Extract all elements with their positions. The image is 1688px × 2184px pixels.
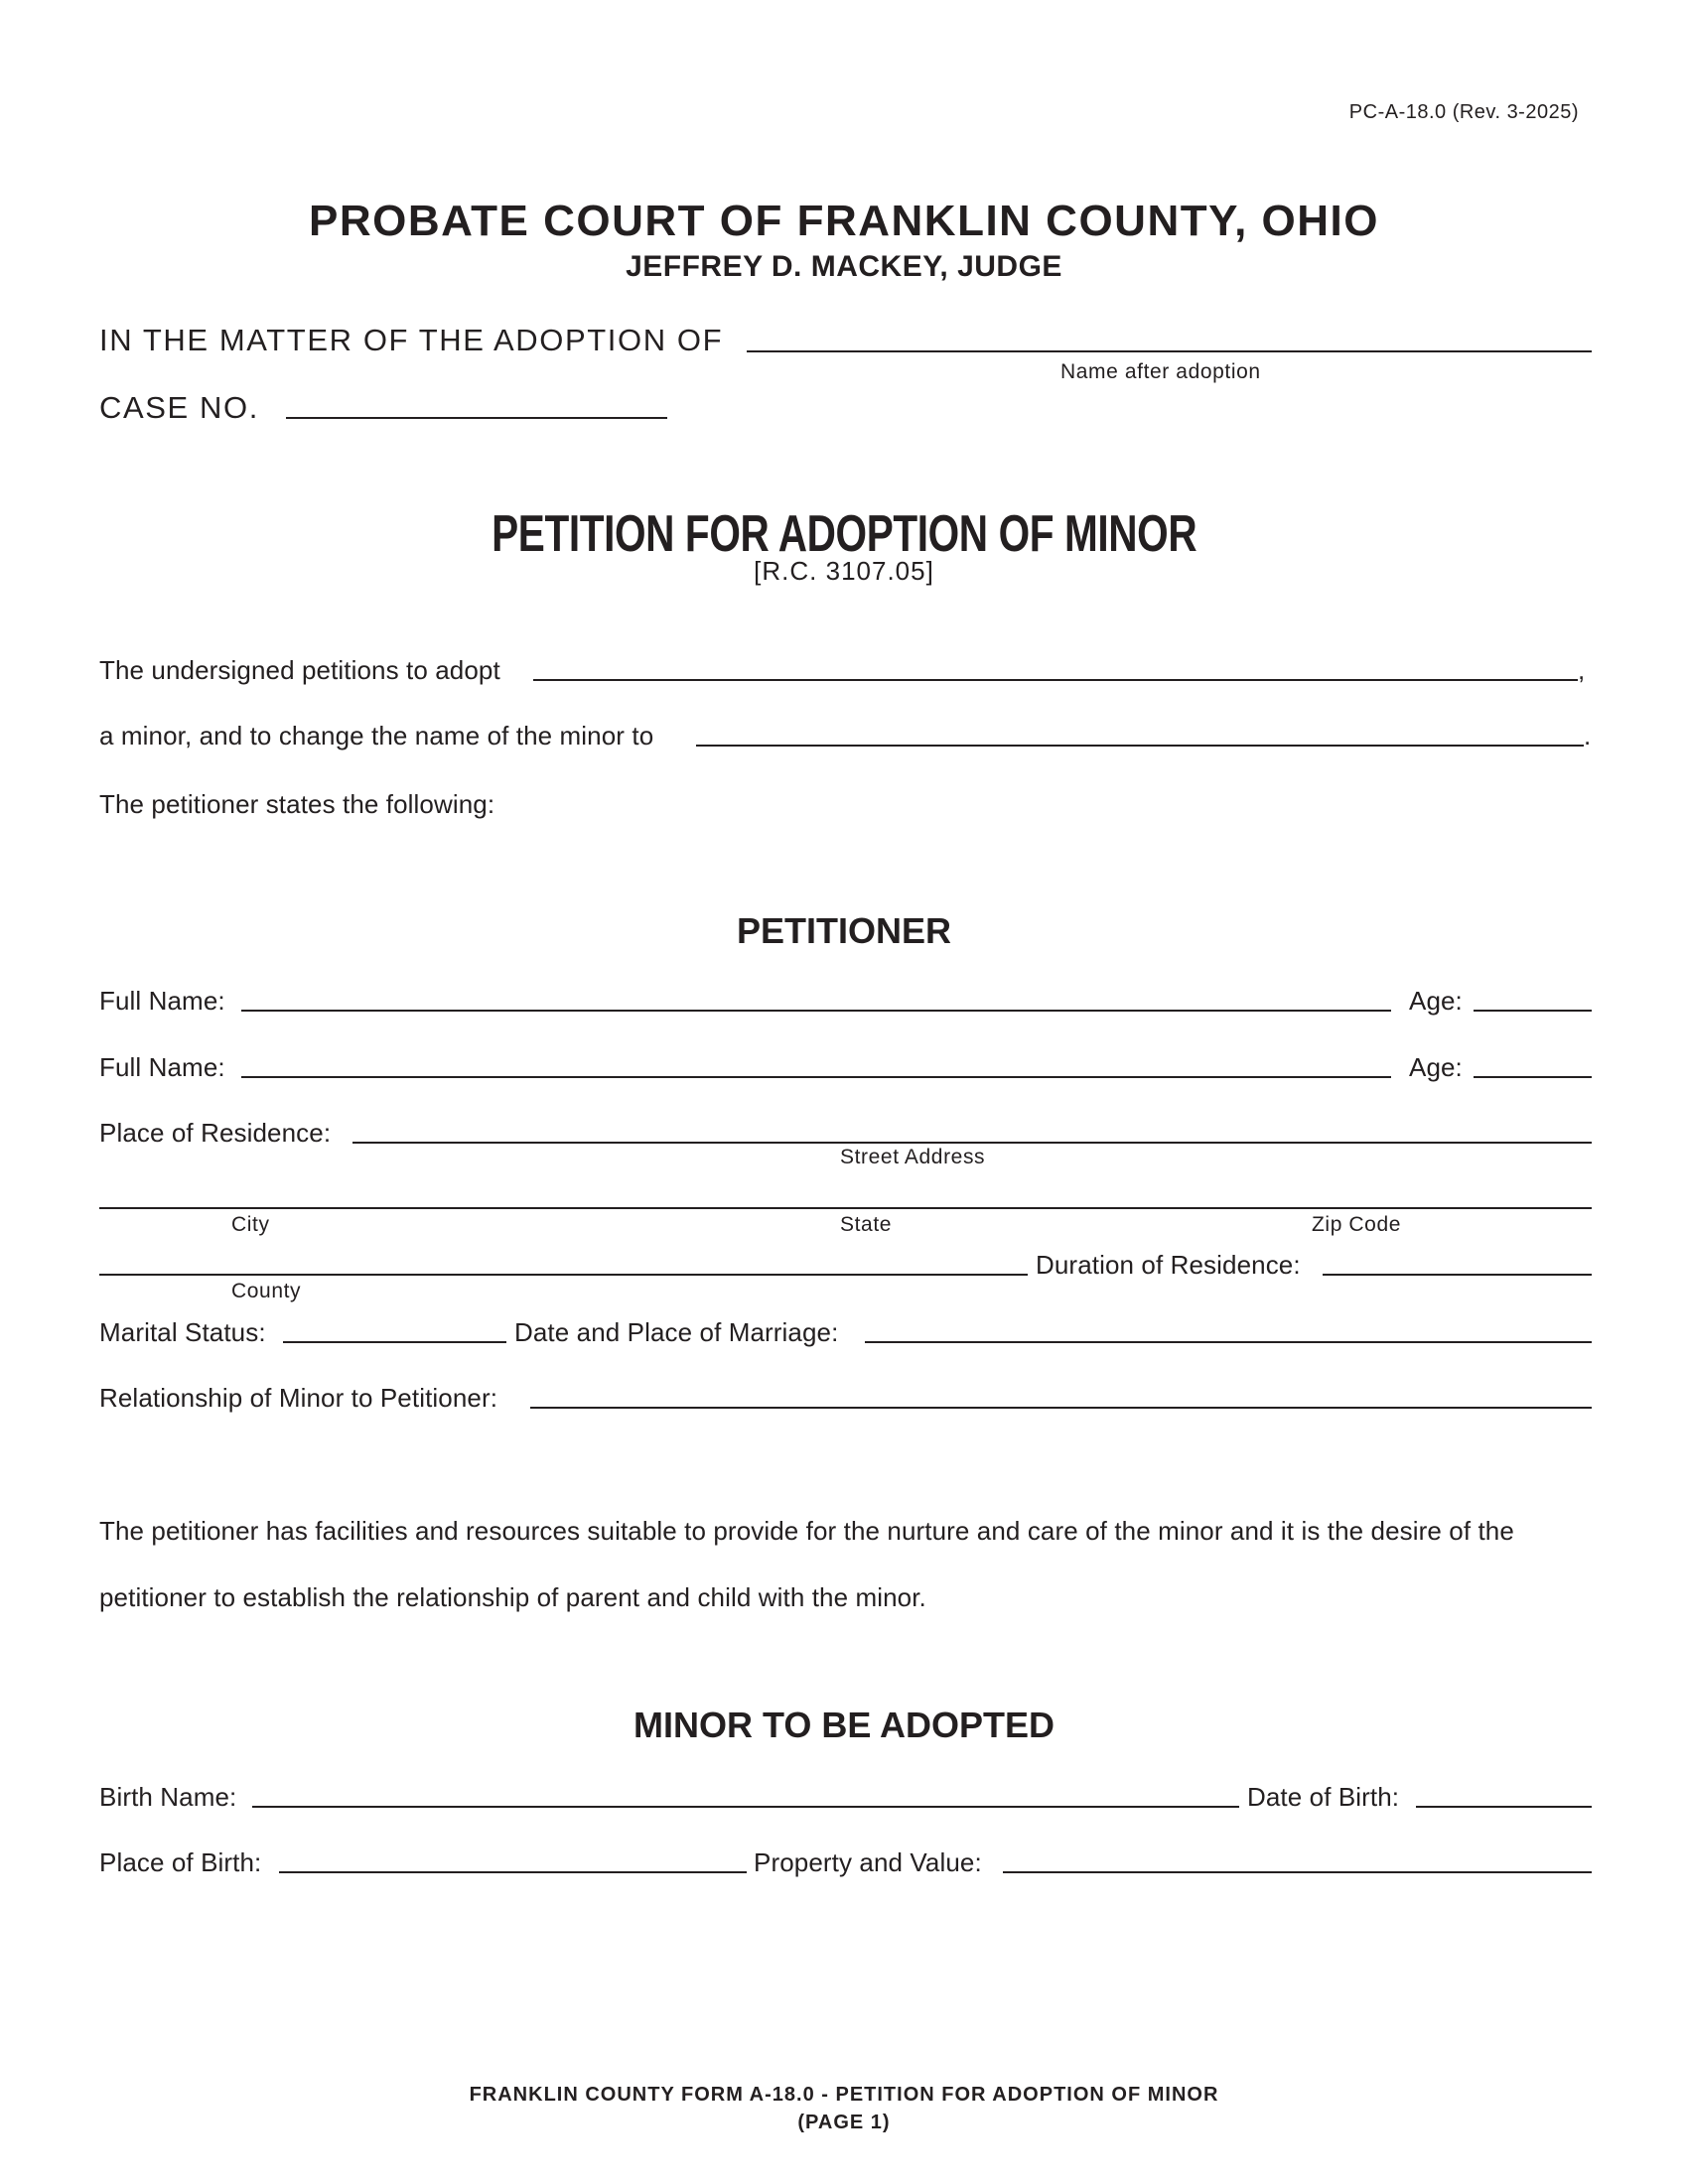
- age-field-2[interactable]: [1474, 1076, 1592, 1078]
- state-hint: State: [840, 1213, 893, 1236]
- adoption-name-field[interactable]: [747, 350, 1592, 352]
- residence-label: Place of Residence:: [99, 1118, 332, 1148]
- place-of-birth-label: Place of Birth:: [99, 1847, 262, 1877]
- property-field[interactable]: [1003, 1871, 1592, 1873]
- marriage-field[interactable]: [865, 1341, 1592, 1343]
- petition-title-wrap: [0, 504, 1688, 564]
- relationship-label: Relationship of Minor to Petitioner:: [99, 1383, 498, 1413]
- city-state-zip-field[interactable]: [99, 1207, 1592, 1209]
- age-label-2: Age:: [1409, 1052, 1463, 1082]
- full-name-label-2: Full Name:: [99, 1052, 225, 1082]
- petitioner-states-text: The petitioner states the following:: [99, 789, 495, 819]
- county-field[interactable]: [99, 1274, 1028, 1276]
- property-label: Property and Value:: [754, 1847, 982, 1877]
- adoption-of-label: IN THE MATTER OF THE ADOPTION OF: [99, 323, 724, 357]
- minor-heading: MINOR TO BE ADOPTED: [633, 1705, 1055, 1745]
- city-hint: City: [231, 1213, 270, 1236]
- judge-name: JEFFREY D. MACKEY, JUDGE: [626, 250, 1062, 283]
- full-name-label-1: Full Name:: [99, 986, 225, 1016]
- case-number-field[interactable]: [286, 417, 667, 419]
- footer-form-title: FRANKLIN COUNTY FORM A-18.0 - PETITION FOR ADOPTION OF MINOR: [469, 2084, 1219, 2106]
- zip-code-hint: Zip Code: [1312, 1213, 1402, 1236]
- duration-field[interactable]: [1323, 1274, 1592, 1276]
- period-punctuation: .: [1584, 721, 1592, 751]
- street-address-hint: Street Address: [840, 1146, 986, 1168]
- court-name: PROBATE COURT OF FRANKLIN COUNTY, OHIO: [309, 197, 1379, 245]
- statement-line-1: The petitioner has facilities and resources suitable to provide for the nurture and care of the minor and it is the desire of the: [99, 1516, 1514, 1546]
- petition-title: PETITION FOR ADOPTION OF MINOR: [491, 505, 1197, 563]
- age-field-1[interactable]: [1474, 1010, 1592, 1012]
- change-name-label: a minor, and to change the name of the minor to: [99, 721, 654, 751]
- form-number: PC-A-18.0 (Rev. 3-2025): [1348, 101, 1579, 123]
- statute-reference: [R.C. 3107.05]: [754, 556, 934, 586]
- petitioner-heading: PETITIONER: [736, 910, 952, 951]
- age-label-1: Age:: [1409, 986, 1463, 1016]
- comma-punctuation: ,: [1578, 655, 1586, 685]
- statement-line-2: petitioner to establish the relationship of parent and child with the minor.: [99, 1582, 926, 1612]
- marital-status-label: Marital Status:: [99, 1317, 266, 1347]
- minor-name-field[interactable]: [533, 679, 1578, 681]
- dob-label: Date of Birth:: [1247, 1782, 1400, 1812]
- new-name-field[interactable]: [696, 745, 1584, 747]
- case-number-label: CASE NO.: [99, 390, 259, 425]
- footer-page-number: (PAGE 1): [797, 2112, 891, 2133]
- duration-label: Duration of Residence:: [1036, 1250, 1301, 1280]
- birth-name-label: Birth Name:: [99, 1782, 237, 1812]
- marital-status-field[interactable]: [283, 1341, 506, 1343]
- relationship-field[interactable]: [530, 1407, 1592, 1409]
- place-of-birth-field[interactable]: [279, 1871, 747, 1873]
- street-address-field[interactable]: [352, 1142, 1592, 1144]
- full-name-field-2[interactable]: [241, 1076, 1391, 1078]
- county-hint: County: [231, 1280, 302, 1302]
- marriage-label: Date and Place of Marriage:: [514, 1317, 839, 1347]
- adopt-label: The undersigned petitions to adopt: [99, 655, 500, 685]
- name-after-adoption-hint: Name after adoption: [1060, 360, 1261, 383]
- full-name-field-1[interactable]: [241, 1010, 1391, 1012]
- dob-field[interactable]: [1416, 1806, 1592, 1808]
- birth-name-field[interactable]: [252, 1806, 1239, 1808]
